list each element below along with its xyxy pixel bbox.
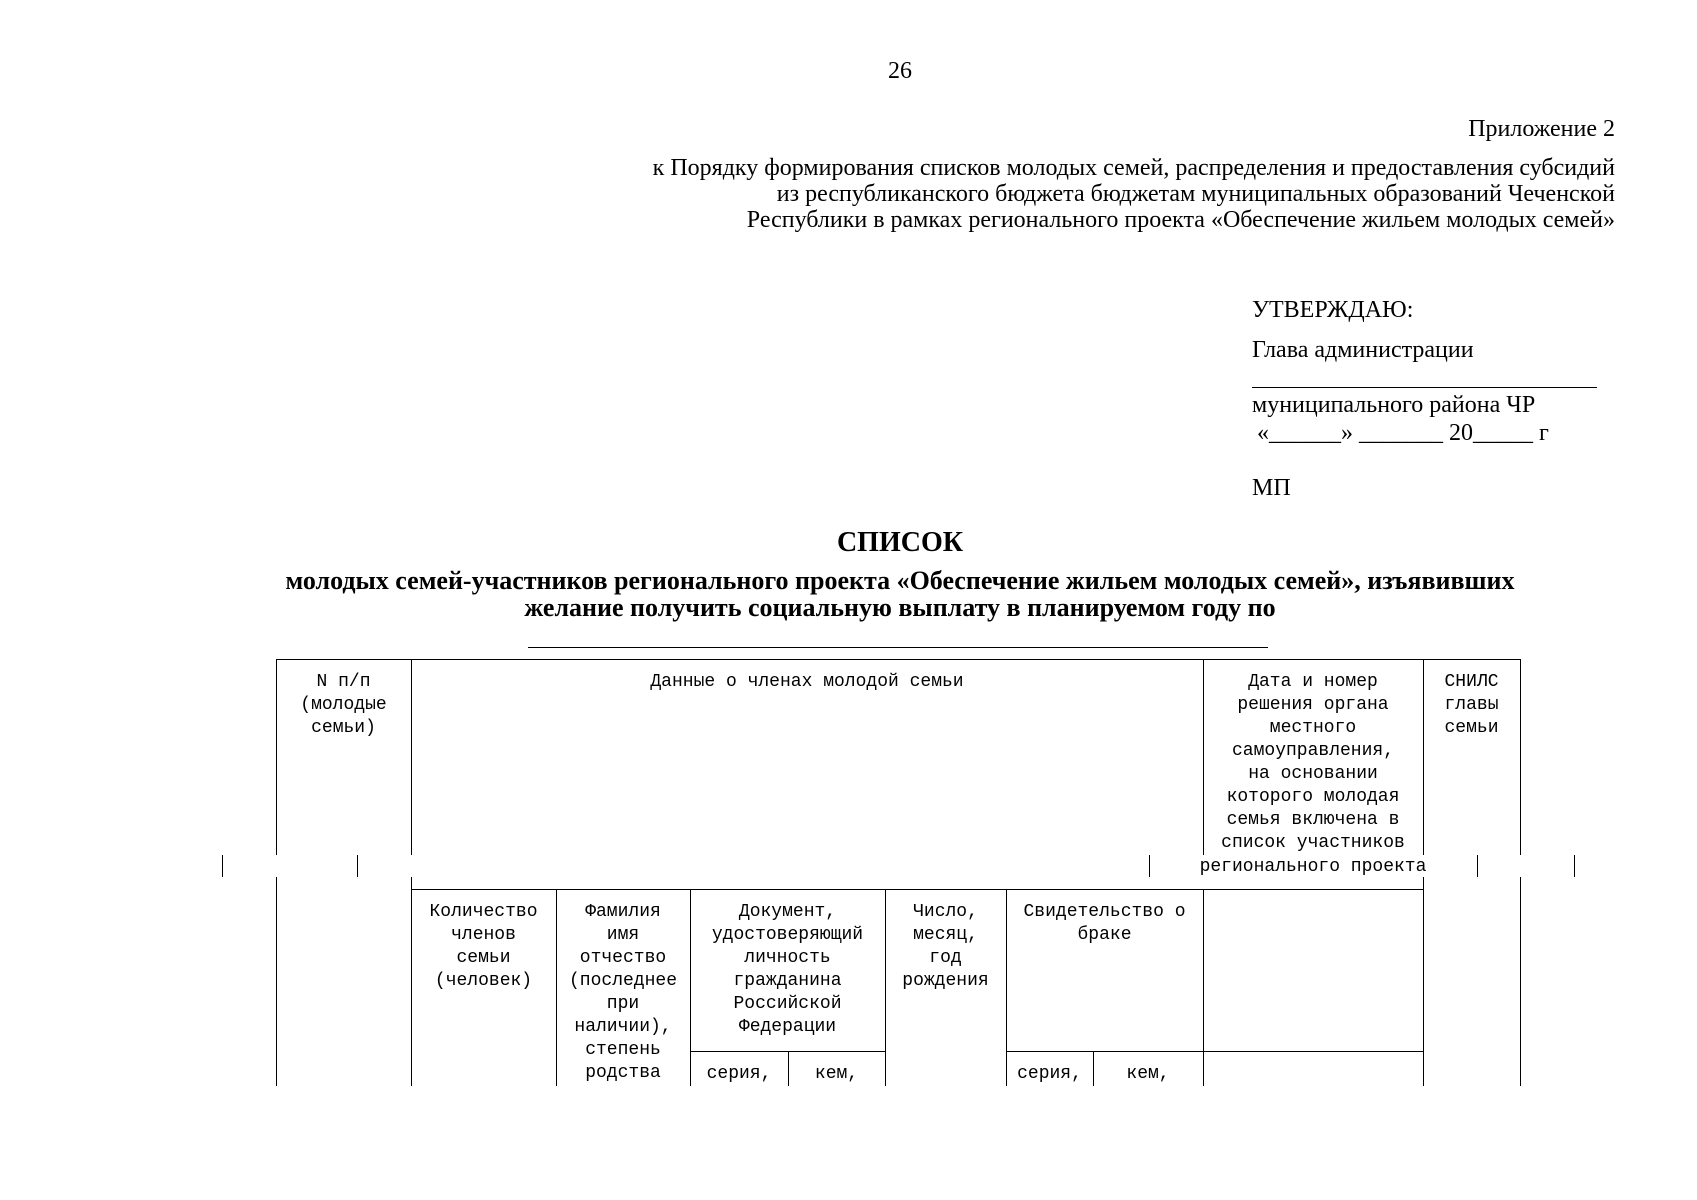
marriage-cert-series-header: серия, xyxy=(1017,1064,1082,1084)
annex-title: Приложение 2 xyxy=(1468,116,1615,142)
subcolumn-birth-date-header: Число, месяц, год рождения xyxy=(902,902,989,991)
subcolumn-member-count-header: Количество членов семьи (человек) xyxy=(429,902,538,991)
column-number-header: N п/п (молодые семьи) xyxy=(300,672,387,738)
document-subtitle-line-1: молодых семей-участников регионального проекта «Обеспечение жильем молодых семей», изъявивших xyxy=(285,566,1515,595)
annex-line-2: из республиканского бюджета бюджетам муниципальных образований Чеченской xyxy=(776,181,1615,207)
column-decision-header: Дата и номер решения органа местного самоуправления, на основании которого молодая семья включена в список участников xyxy=(1221,672,1405,853)
identity-doc-issued-by-header: кем, xyxy=(814,1064,859,1084)
annex-line-1: к Порядку формирования списков молодых семей, распределения и предоставления субсидий xyxy=(652,155,1615,181)
subcolumn-marriage-certificate-header: Свидетельство о браке xyxy=(1023,902,1186,945)
page-number: 26 xyxy=(888,58,912,84)
approval-stamp: МП xyxy=(1252,475,1291,501)
approval-date-line: «______» _______ 20_____ г xyxy=(1257,420,1549,446)
document-title: СПИСОК xyxy=(836,527,964,558)
column-family-data-header: Данные о членах молодой семьи xyxy=(650,672,964,692)
marriage-cert-issued-by-header: кем, xyxy=(1126,1064,1170,1084)
annex-line-3: Республики в рамках регионального проекта «Обеспечение жильем молодых семей» xyxy=(746,207,1615,233)
signature-line xyxy=(1252,387,1597,388)
approval-heading: УТВЕРЖДАЮ: xyxy=(1252,297,1414,323)
approval-position: Глава администрации xyxy=(1252,337,1474,363)
column-decision-header-tail: регионального проекта xyxy=(1199,857,1427,877)
approval-district: муниципального района ЧР xyxy=(1252,392,1536,418)
identity-doc-series-header: серия, xyxy=(706,1064,772,1084)
subcolumn-full-name-header: Фамилия имя отчество (последнее при наличии), степень родства xyxy=(568,902,678,1083)
document-subtitle-line-2: желание получить социальную выплату в планируемом году по xyxy=(524,593,1276,622)
subcolumn-identity-document-header: Документ, удостоверяющий личность гражданина Российской Федерации xyxy=(711,902,864,1037)
subtitle-blank-line xyxy=(528,647,1268,648)
column-snils-header: СНИЛС главы семьи xyxy=(1444,672,1499,738)
